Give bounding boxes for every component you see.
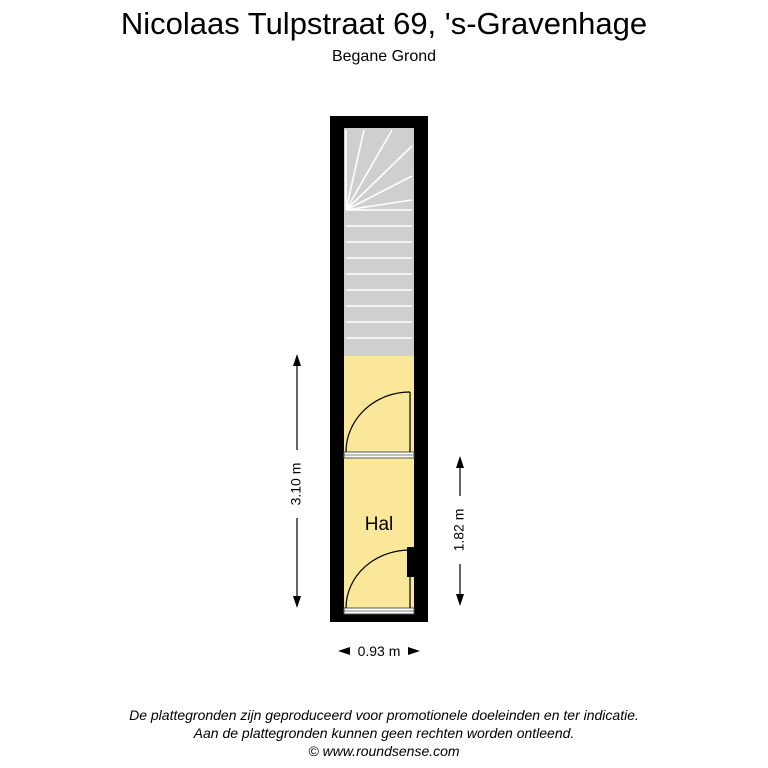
meter-box bbox=[407, 547, 417, 577]
page-title: Nicolaas Tulpstraat 69, 's-Gravenhage bbox=[120, 6, 648, 41]
disclaimer-line-2: Aan de plattegronden kunnen geen rechten worden ontleend. bbox=[193, 725, 575, 741]
room-label-hal: Hal bbox=[364, 514, 394, 535]
dimension-label-width: 0.93 m bbox=[357, 643, 401, 659]
dimension-label-height-hal: 1.82 m bbox=[450, 508, 467, 552]
dimension-width bbox=[338, 643, 420, 659]
copyright-link[interactable]: © www.roundsense.com bbox=[308, 743, 460, 759]
dimension-height-total bbox=[288, 354, 306, 608]
disclaimer-line-1: De plattegronden zijn geproduceerd voor promotionele doeleinden en ter indicatie. bbox=[129, 707, 639, 723]
hall-floor-upper bbox=[344, 356, 414, 452]
floor-name: Begane Grond bbox=[331, 48, 437, 65]
dimension-label-height-total: 3.10 m bbox=[287, 462, 304, 506]
dimension-height-hal bbox=[451, 456, 469, 606]
